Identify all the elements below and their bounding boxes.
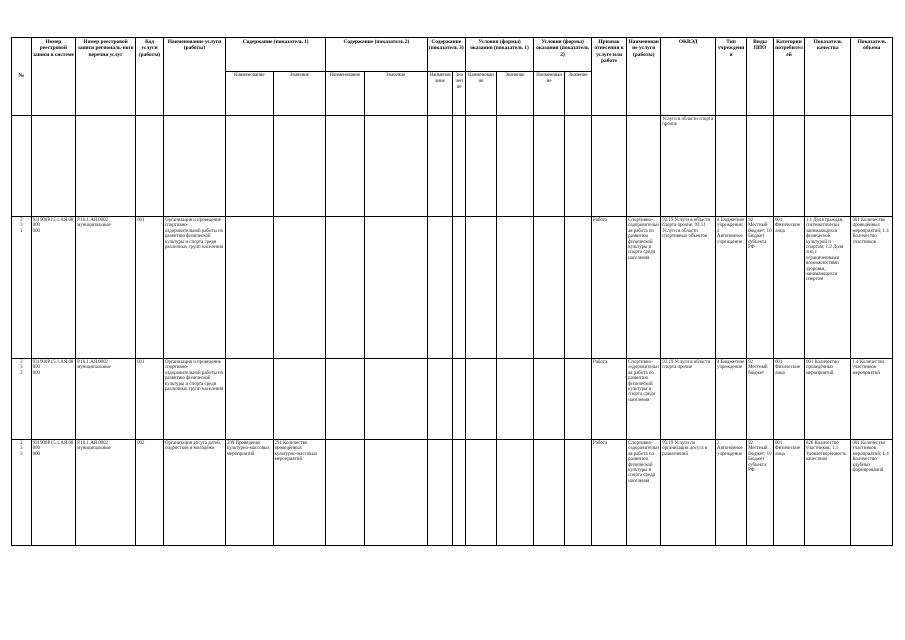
empty-cell (565, 359, 592, 440)
volume-cell: 001 Количество проведённых мероприятий; 1.4 Количество участников (851, 217, 893, 359)
empty-cell (496, 116, 533, 217)
header-institution-type: Тип учреждения (716, 38, 747, 116)
header-reg-regional: Номер реестровой записи региональ-ного перечня услуг (76, 38, 136, 116)
empty-cell (773, 116, 804, 217)
consumers-cell: 001 Физические лица (773, 440, 804, 546)
subheader-c2-name: Наименование (326, 72, 364, 116)
institution-type-cell: 4 Бюджетное учреждение; 2 Автономное учреждение (716, 217, 747, 359)
empty-cell (804, 116, 851, 217)
volume-cell: 001 Количество участников мероприятий; 1.4 Количество клубных формирований (851, 440, 893, 546)
consumers-cell: 001 Физические лица (773, 217, 804, 359)
registry-table (11, 37, 893, 546)
okved-cell: 93.19 Услуги в области спорта прочие (661, 359, 716, 440)
empty-cell (427, 440, 453, 546)
reg-no-cell: 931900Р.15.1.АЯ.08000 000 (31, 359, 75, 440)
empty-cell (453, 217, 465, 359)
empty-cell (465, 359, 496, 440)
header-sign: Признак отнесения к услуге или работе (591, 38, 626, 116)
institution-type-cell: 2 Автономное учреждение (716, 440, 747, 546)
content1-name-cell (226, 359, 274, 440)
content1-name-cell (226, 217, 274, 359)
header-volume: Показатель объема (851, 38, 893, 116)
empty-cell (453, 116, 465, 217)
table-row (12, 217, 893, 359)
header-conditions-2: Условия (формы) оказания (показатель 2) (534, 38, 592, 72)
subheader-c3-value: Значение (453, 72, 465, 116)
name-cell: Организация досуга детей, подростков и молодёжи (163, 440, 225, 546)
service-name-cell: Спортивно-оздоровительная работа по развитию физической культуры и спорта среди населения (627, 217, 661, 359)
quality-cell: 1.1 Доля граждан, систематически занимающихся физической культурой и спортом; 1.2 Доля лиц с ограниченными возможностями здоровья, занимающихся спортом (804, 217, 851, 359)
empty-cell (496, 440, 533, 546)
table-row (12, 359, 893, 440)
subheader-u1-value: Значение (496, 72, 533, 116)
row-index: 2 3 2 (12, 359, 32, 440)
empty-cell (565, 116, 592, 217)
header-row-1 (12, 38, 893, 72)
empty-cell (565, 217, 592, 359)
header-quality: Показатель качества (804, 38, 851, 116)
empty-cell (747, 116, 774, 217)
subheader-u1-name: Наименование (465, 72, 496, 116)
name-cell: Организация и проведение спортивно-оздоровительной работы по развитию физической культуры и спорта среди различных групп населения (163, 359, 225, 440)
consumers-cell: 001 Физические лица (773, 359, 804, 440)
empty-cell (364, 359, 427, 440)
empty-cell (427, 116, 453, 217)
header-content-2: Содержание (показатель 2) (326, 38, 427, 72)
institution-type-cell: 4 Бюджетное учреждение (716, 359, 747, 440)
header-content-3: Содержание (показатель 3) (427, 38, 465, 72)
subheader-c2-value: Значение (364, 72, 427, 116)
header-code: Код услуги (работы) (136, 38, 164, 116)
service-name-cell: Спортивно-оздоровительная работа по развитию физической культуры и спорта среди населения (627, 440, 661, 546)
empty-cell (326, 359, 364, 440)
subheader-c1-name: Наименование (226, 72, 274, 116)
empty-cell (453, 359, 465, 440)
sign-cell: Работа (591, 440, 626, 546)
empty-cell (534, 359, 565, 440)
empty-cell (76, 116, 136, 217)
empty-cell (627, 116, 661, 217)
empty-cell (427, 359, 453, 440)
empty-cell (465, 217, 496, 359)
empty-cell (364, 217, 427, 359)
content1-name-cell: 299 Проведение культурно-массовых мероприятий (226, 440, 274, 546)
code-cell: 001 (136, 217, 164, 359)
empty-cell (496, 217, 533, 359)
empty-cell (136, 116, 164, 217)
header-okved: ОКВЭД (661, 38, 716, 116)
subheader-c3-name: Наименование (427, 72, 453, 116)
code-cell: 002 (136, 440, 164, 546)
empty-cell (851, 116, 893, 217)
empty-cell (465, 440, 496, 546)
subheader-u2-name: Наименование (534, 72, 565, 116)
registry-table-sheet (11, 37, 893, 547)
reg-regional-cell: Р.16.1.АЯ.0002 муниципальные (76, 217, 136, 359)
empty-cell (31, 116, 75, 217)
reg-regional-cell: Р.16.1.АЯ.0002 муниципальные (76, 359, 136, 440)
empty-cell (716, 116, 747, 217)
quality-cell: 826 Количество участников; 1.1 Удовлетворённость качеством (804, 440, 851, 546)
empty-cell (226, 116, 274, 217)
ppo-cell: 92 Местный бюджет (747, 359, 774, 440)
empty-cell (326, 116, 364, 217)
header-conditions-1: Условия (формы) оказания (показатель 1) (465, 38, 533, 72)
code-cell: 001 (136, 359, 164, 440)
okved-cell: Услуги в области спорта прочие (661, 116, 716, 217)
empty-cell (496, 359, 533, 440)
reg-no-cell: 931900Р.15.1.АЯ.08000 000 (31, 217, 75, 359)
empty-cell (534, 116, 565, 217)
empty-cell (326, 440, 364, 546)
service-name-cell: Спортивно-оздоровительная работа по развитию физической культуры и спорта среди населения (627, 359, 661, 440)
table-row (12, 440, 893, 546)
empty-cell (364, 116, 427, 217)
row-index: 2 3 3 (12, 440, 32, 546)
subheader-c1-value: Значение (273, 72, 326, 116)
table-row-empty (12, 116, 893, 217)
empty-cell (534, 440, 565, 546)
reg-regional-cell: Р.16.1.АЯ.0002 муниципальные (76, 440, 136, 546)
content1-value-cell (273, 359, 326, 440)
header-service-name: Наименование услуги (работы) (627, 38, 661, 116)
name-cell: Организация и проведение спортивно-оздоровительной работы по развитию физической культуры и спорта среди различных групп населения (163, 217, 225, 359)
header-reg-no: Номер реестровой записи в системе (31, 38, 75, 116)
subheader-u2-value: Значение (565, 72, 592, 116)
empty-cell (12, 116, 32, 217)
empty-cell (565, 440, 592, 546)
quality-cell: 001 Количество проведённых мероприятий (804, 359, 851, 440)
empty-cell (465, 116, 496, 217)
ppo-cell: 92 Местный бюджет; 10 Бюджет субъекта РФ (747, 217, 774, 359)
content1-value-cell (273, 217, 326, 359)
sign-cell: Работа (591, 359, 626, 440)
header-num: № (12, 38, 32, 116)
okved-cell: 93.19 Услуги в области спорта прочие; 93.11 Услуги в области спортивных объектов (661, 217, 716, 359)
header-consumers: Категории потребителей (773, 38, 804, 116)
empty-cell (427, 217, 453, 359)
empty-cell (163, 116, 225, 217)
empty-cell (453, 440, 465, 546)
volume-cell: 1.4 Количество участников мероприятий (851, 359, 893, 440)
empty-cell (326, 217, 364, 359)
empty-cell (273, 116, 326, 217)
ppo-cell: 92 Местный бюджет; 10 Бюджет субъекта РФ (747, 440, 774, 546)
sign-cell: Работа (591, 217, 626, 359)
header-content-1: Содержание (показатель 1) (226, 38, 326, 72)
empty-cell (364, 440, 427, 546)
empty-cell (534, 217, 565, 359)
header-name: Наименование услуги (работы) (163, 38, 225, 116)
reg-no-cell: 931900Р.15.1.АЯ.08000 000 (31, 440, 75, 546)
header-ppo: Виды ППО (747, 38, 774, 116)
okved-cell: 93.19 Услуги по организации досуга и развлечений (661, 440, 716, 546)
content1-value-cell: 291 Количество проведённых культурно-массовых мероприятий (273, 440, 326, 546)
row-index: 2 3 1 (12, 217, 32, 359)
empty-cell (591, 116, 626, 217)
